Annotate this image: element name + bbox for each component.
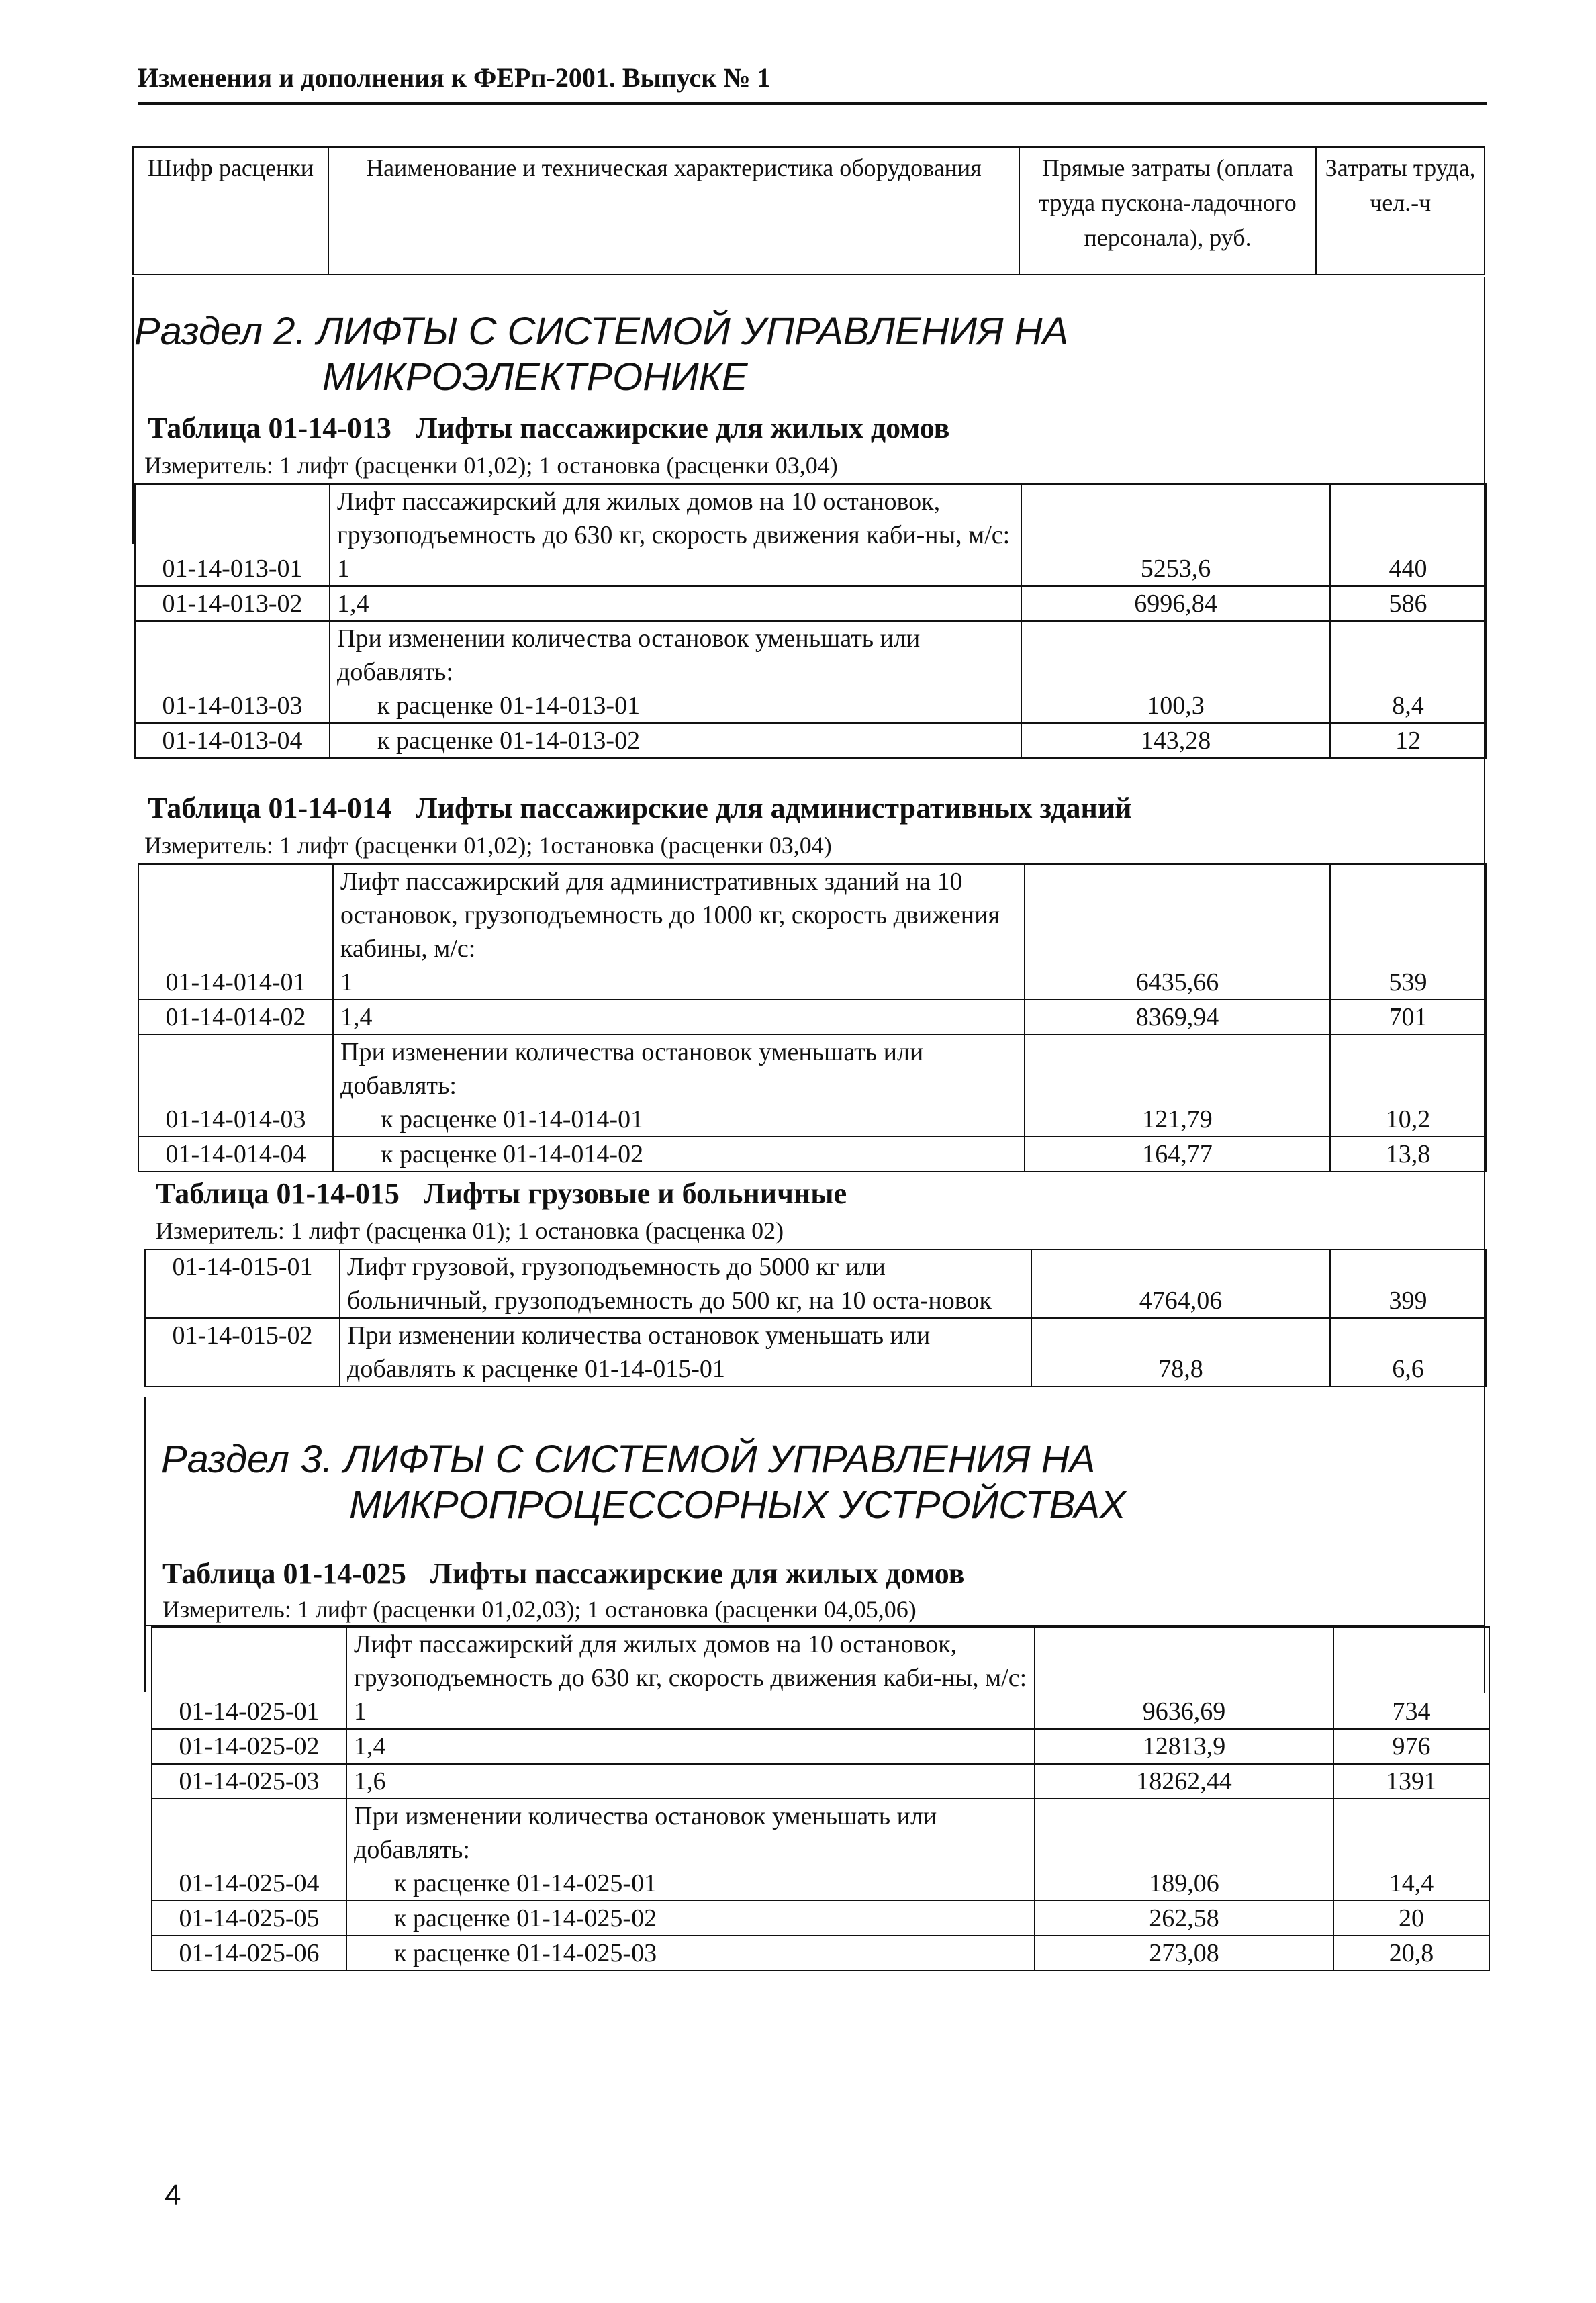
cost-cell: 262,58: [1035, 1901, 1333, 1936]
labor-cell: 12: [1330, 723, 1486, 758]
desc-cell: к расценке 01-14-014-01: [333, 1102, 1025, 1137]
code-cell: 01-14-025-05: [152, 1901, 346, 1936]
code-cell: 01-14-014-04: [138, 1137, 333, 1172]
table-015-meter: Измеритель: 1 лифт (расценка 01); 1 остановка (расценка 02): [156, 1217, 784, 1244]
table-row: [145, 1318, 1486, 1386]
labor-cell: 10,2: [1330, 1102, 1486, 1137]
desc-cell: к расценке 01-14-025-03: [346, 1936, 1035, 1971]
desc-cell: 1,4: [330, 586, 1021, 621]
code-cell: 01-14-025-01: [152, 1627, 346, 1729]
header-direct-costs: Прямые затраты (оплата труда пускона-ладочного персонала), руб.: [1019, 147, 1317, 275]
table-row: [135, 552, 1486, 586]
cost-cell: 12813,9: [1035, 1729, 1333, 1764]
table-row: [152, 1901, 1489, 1936]
header-name: Наименование и техническая характеристика оборудования: [328, 147, 1019, 275]
table-013-title: [148, 411, 949, 445]
table-row: [152, 1799, 1489, 1867]
labor-cell: 734: [1333, 1695, 1489, 1729]
cost-cell: 78,8: [1031, 1318, 1330, 1386]
cost-cell: 189,06: [1035, 1867, 1333, 1901]
section-2-heading: [134, 309, 1068, 400]
desc-cell: 1,4: [333, 1000, 1025, 1035]
desc-cell: При изменении количества остановок уменьшать или добавлять:: [346, 1799, 1035, 1867]
table-025-name: Лифты пассажирские для жилых домов: [430, 1557, 965, 1590]
table-013: [134, 483, 1487, 759]
labor-cell: 14,4: [1333, 1867, 1489, 1901]
column-header-table: [132, 146, 1485, 275]
table-015-number: Таблица 01-14-015: [156, 1177, 400, 1210]
cost-cell: 9636,69: [1035, 1695, 1333, 1729]
page-number: 4: [165, 2179, 181, 2212]
table-row: [152, 1729, 1489, 1764]
desc-cell: 1,4: [346, 1729, 1035, 1764]
cost-cell: 8369,94: [1025, 1000, 1330, 1035]
section-2-line2: МИКРОЭЛЕКТРОНИКЕ: [322, 355, 748, 399]
cost-cell: 4764,06: [1031, 1250, 1330, 1318]
section-2-line1: Раздел 2. ЛИФТЫ С СИСТЕМОЙ УПРАВЛЕНИЯ НА: [134, 310, 1069, 353]
desc-cell: При изменении количества остановок уменьшать или добавлять:: [333, 1035, 1025, 1102]
table-row: [138, 864, 1486, 966]
code-cell: 01-14-014-03: [138, 1035, 333, 1137]
header-code: Шифр расценки: [133, 147, 328, 275]
section-3-heading: [161, 1437, 1126, 1528]
labor-cell: 8,4: [1330, 689, 1486, 723]
labor-cell: 976: [1333, 1729, 1489, 1764]
code-cell: 01-14-013-04: [135, 723, 330, 758]
table-row: [138, 1035, 1486, 1102]
labor-cell: 701: [1330, 1000, 1486, 1035]
table-014-meter: Измеритель: 1 лифт (расценки 01,02); 1остановка (расценки 03,04): [144, 832, 832, 859]
table-row: [135, 621, 1486, 689]
table-row: [138, 1102, 1486, 1137]
table-row: [135, 586, 1486, 621]
table-row: [135, 689, 1486, 723]
desc-cell: 1: [346, 1695, 1035, 1729]
section-3-line2: МИКРОПРОЦЕССОРНЫХ УСТРОЙСТВАХ: [349, 1483, 1126, 1527]
table-025-number: Таблица 01-14-025: [162, 1557, 406, 1590]
desc-cell: к расценке 01-14-014-02: [333, 1137, 1025, 1172]
desc-cell: 1: [330, 552, 1021, 586]
labor-cell: 586: [1330, 586, 1486, 621]
table-row: [138, 1000, 1486, 1035]
cost-cell: 100,3: [1021, 689, 1330, 723]
section-3-line1: Раздел 3. ЛИФТЫ С СИСТЕМОЙ УПРАВЛЕНИЯ НА: [161, 1438, 1096, 1481]
desc-cell: к расценке 01-14-013-01: [330, 689, 1021, 723]
table-015-title: [156, 1176, 847, 1211]
desc-cell: к расценке 01-14-013-02: [330, 723, 1021, 758]
labor-cell: 539: [1330, 966, 1486, 1000]
desc-cell: Лифт пассажирский для административных зданий на 10 остановок, грузоподъемность до 1000 кг, скорость движения кабины, м/с:: [333, 864, 1025, 966]
desc-cell: При изменении количества остановок уменьшать или добавлять к расценке 01-14-015-01: [340, 1318, 1031, 1386]
table-015-name: Лифты грузовые и больничные: [423, 1177, 847, 1210]
code-cell: 01-14-015-01: [145, 1250, 340, 1318]
cost-cell: 5253,6: [1021, 552, 1330, 586]
table-025-title: [162, 1556, 964, 1591]
table-row: [152, 1867, 1489, 1901]
desc-cell: к расценке 01-14-025-01: [346, 1867, 1035, 1901]
table-014-name: Лифты пассажирские для административных зданий: [415, 792, 1132, 825]
header-rule: [138, 102, 1487, 105]
table-row: [138, 1137, 1486, 1172]
cost-cell: 18262,44: [1035, 1764, 1333, 1799]
labor-cell: 6,6: [1330, 1318, 1486, 1386]
table-013-number: Таблица 01-14-013: [148, 412, 391, 444]
code-cell: 01-14-025-02: [152, 1729, 346, 1764]
code-cell: 01-14-025-03: [152, 1764, 346, 1799]
cost-cell: 121,79: [1025, 1102, 1330, 1137]
cost-cell: 6996,84: [1021, 586, 1330, 621]
table-025: [151, 1626, 1490, 1971]
code-cell: 01-14-014-02: [138, 1000, 333, 1035]
table-015: [144, 1249, 1487, 1387]
labor-cell: 20: [1333, 1901, 1489, 1936]
code-cell: 01-14-025-04: [152, 1799, 346, 1901]
code-cell: 01-14-013-01: [135, 484, 330, 586]
desc-cell: Лифт пассажирский для жилых домов на 10 остановок, грузоподъемность до 630 кг, скорость движения каби-ны, м/с:: [330, 484, 1021, 552]
header-labor: Затраты труда, чел.-ч: [1316, 147, 1485, 275]
desc-cell: 1,6: [346, 1764, 1035, 1799]
running-header: Изменения и дополнения к ФЕРп-2001. Выпуск № 1: [138, 62, 771, 93]
table-014: [138, 863, 1487, 1172]
desc-cell: Лифт грузовой, грузоподъемность до 5000 кг или больничный, грузоподъемность до 500 кг, на 10 оста-новок: [340, 1250, 1031, 1318]
labor-cell: 399: [1330, 1250, 1486, 1318]
cost-cell: 164,77: [1025, 1137, 1330, 1172]
table-row: [135, 484, 1486, 552]
frame-left: [132, 277, 134, 544]
code-cell: 01-14-025-06: [152, 1936, 346, 1971]
table-025-meter: Измеритель: 1 лифт (расценки 01,02,03); 1 остановка (расценки 04,05,06): [162, 1596, 917, 1623]
table-row: [145, 1250, 1486, 1318]
table-row: [152, 1936, 1489, 1971]
labor-cell: 13,8: [1330, 1137, 1486, 1172]
frame-left-s3: [144, 1397, 146, 1692]
table-014-title: [148, 791, 1132, 825]
table-row: [152, 1627, 1489, 1695]
table-row: [152, 1764, 1489, 1799]
table-row: [152, 1695, 1489, 1729]
desc-cell: к расценке 01-14-025-02: [346, 1901, 1035, 1936]
code-cell: 01-14-013-03: [135, 621, 330, 723]
cost-cell: 273,08: [1035, 1936, 1333, 1971]
table-013-meter: Измеритель: 1 лифт (расценки 01,02); 1 остановка (расценки 03,04): [144, 452, 838, 479]
cost-cell: 6435,66: [1025, 966, 1330, 1000]
labor-cell: 440: [1330, 552, 1486, 586]
labor-cell: 1391: [1333, 1764, 1489, 1799]
desc-cell: 1: [333, 966, 1025, 1000]
code-cell: 01-14-014-01: [138, 864, 333, 1000]
code-cell: 01-14-015-02: [145, 1318, 340, 1386]
table-row: [138, 966, 1486, 1000]
code-cell: 01-14-013-02: [135, 586, 330, 621]
desc-cell: Лифт пассажирский для жилых домов на 10 остановок, грузоподъемность до 630 кг, скорость движения каби-ны, м/с:: [346, 1627, 1035, 1695]
cost-cell: 143,28: [1021, 723, 1330, 758]
desc-cell: При изменении количества остановок уменьшать или добавлять:: [330, 621, 1021, 689]
table-row: [135, 723, 1486, 758]
labor-cell: 20,8: [1333, 1936, 1489, 1971]
table-014-number: Таблица 01-14-014: [148, 792, 391, 825]
table-013-name: Лифты пассажирские для жилых домов: [415, 412, 950, 444]
